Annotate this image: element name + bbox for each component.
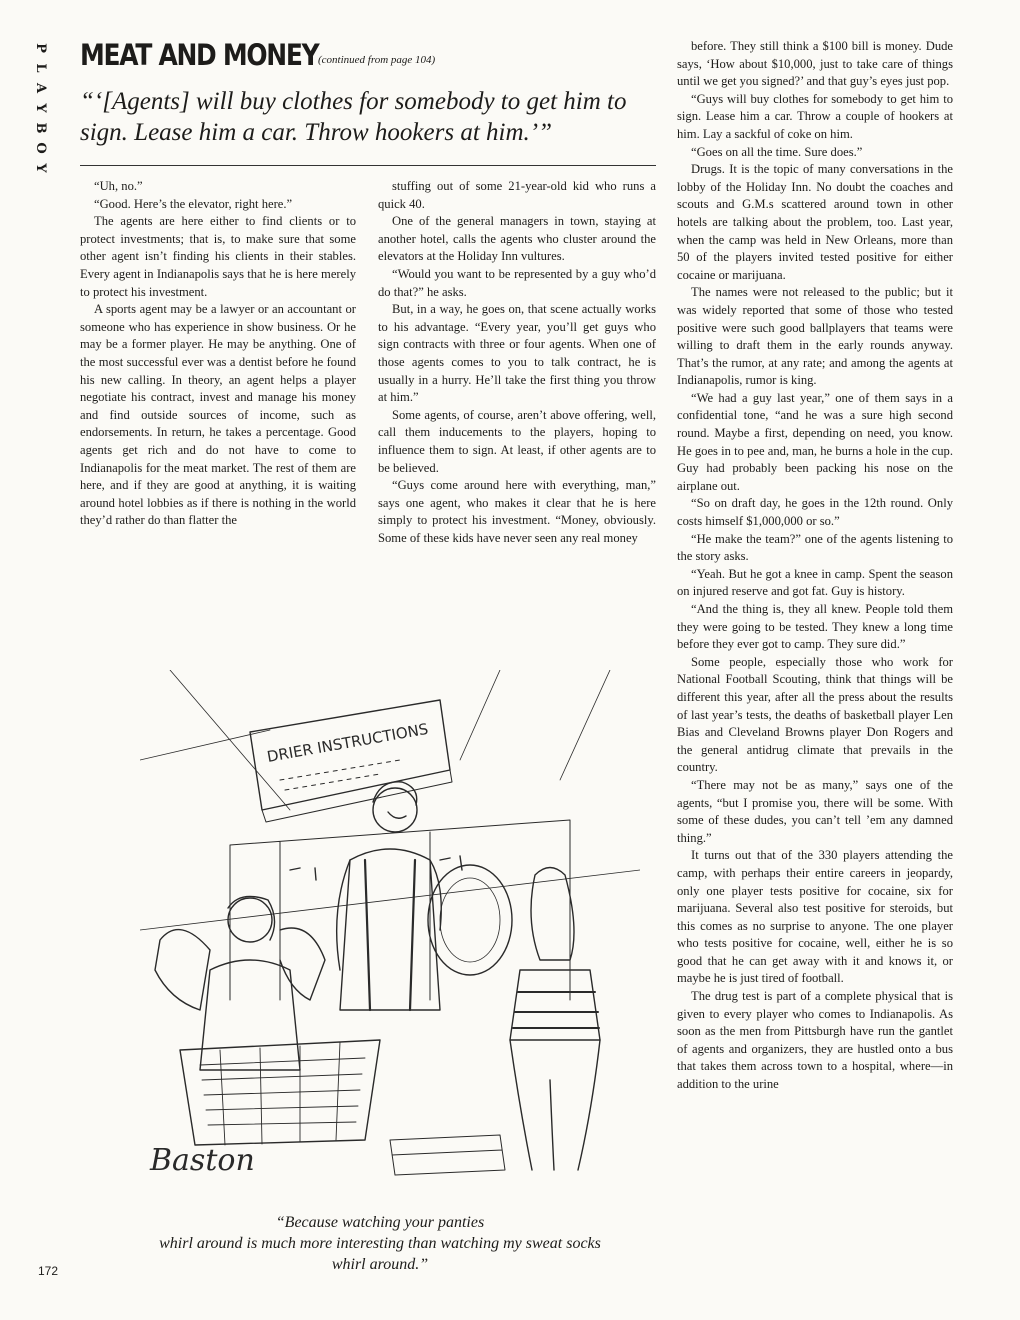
paragraph: “Guys will buy clothes for somebody to get him to sign. Lease him a car. Throw a couple of hookers at him. Lay a sackful of coke on him. <box>677 91 953 141</box>
continued-note: (continued from page 104) <box>318 54 436 66</box>
divider-rule <box>80 165 656 166</box>
logo-letter: P <box>33 43 48 53</box>
page-number: 172 <box>38 1264 59 1278</box>
paragraph: “We had a guy last year,” one of them says in a confidential tone, “and he was a sure high second round. Maybe a first, depending on need, you know. He goes in to pee and, man, he burns a hole in the cup. Guy had probably been packing his nose on the airplane out. <box>677 390 953 493</box>
paragraph: Drugs. It is the topic of many conversations in the lobby of the Holiday Inn. No doubt the coaches and scouts and G.M.s scattered around town in other hotels are talking about the problem, too. Last year, when the camp was held in New Orleans, more than 50 of the players invited tested positive for either cocaine or marijuana. <box>677 162 953 282</box>
paragraph: stuffing out of some 21-year-old kid who runs a quick 40. <box>378 179 656 211</box>
paragraph: It turns out that of the 330 players attending the camp, with perhaps their entire careers in jeopardy, only one player tests positive for cocaine, six for marijuana. Several also test positive for steroids, but this comes as no surprise to anyone. The one player who tests positive for cocaine, well, either he is so good that he can get away with it and knows it, or maybe he is just tired of football. <box>677 848 953 986</box>
paragraph: The names were not released to the public; but it was widely reported that some of those who tested positive were such good ballplayers that teams were willing to draft them in the early rounds anyway. That’s the rumor, at any rate; and among the agents at Indianapolis, rumor is king. <box>677 285 953 388</box>
paragraph: before. They still think a $100 bill is money. Dude says, ‘How about $10,000, just to take care of things until we get you signed?’ and that guy’s eyes just pop. <box>677 39 953 89</box>
paragraph: Some agents, of course, aren’t above offering, well, call them inducements to the players, hoping to influence them to sign. At least, if other agents are to be believed. <box>378 407 656 475</box>
paragraph: A sports agent may be a lawyer or an accountant or someone who has experience in show business. Or he may be a former player. He may be anything. One of the most successful ever was a dentist before he found his new calling. In theory, an agent helps a player negotiate his contract, invest and manage his money and find outside sources of income, such as endorsements. In return, he takes a percentage. Good agents get rich and do not have to come to Indianapolis for the meat market. The rest of them are here, and if they are good at anything, it is waiting around hotel lobbies as if there is nothing in the world they’d rather do than flatter the <box>80 302 356 528</box>
logo-letter: Y <box>33 103 48 113</box>
article-header <box>80 38 660 72</box>
artist-signature: Baston <box>150 1143 255 1178</box>
paragraph: One of the general managers in town, staying at another hotel, calls the agents who cluster around the elevators at the Holiday Inn vultures. <box>378 214 656 264</box>
paragraph: “Goes on all the time. Sure does.” <box>691 144 863 159</box>
pull-quote: “‘[Agents] will buy clothes for somebody to get him to sign. Lease him a car. Throw hookers at him.’” <box>80 88 627 146</box>
paragraph: “Good. Here’s the elevator, right here.” <box>94 196 293 211</box>
caption-line: whirl around is much more interesting than watching my sweat socks <box>159 1235 601 1252</box>
caption-line: “Because watching your panties <box>275 1214 485 1231</box>
magazine-vertical-logo <box>30 38 50 178</box>
text-column-1 <box>80 178 356 530</box>
cartoon-illustration <box>140 670 640 1190</box>
logo-letter: L <box>33 63 48 73</box>
logo-letter: A <box>33 82 48 94</box>
paragraph: The drug test is part of a complete physical that is given to every player who comes to Indianapolis. As soon as the men from Pittsburgh have run the gantlet of agents and organizers, they are hustled onto a bus that takes them across town to a hospital, where—in addition to the urine <box>677 989 953 1092</box>
paragraph: “Guys come around here with everything, man,” says one agent, who makes it clear that he is here simply to protect his investment. “Money, obviously. Some of these kids have never seen any real money <box>378 478 656 545</box>
paragraph: “There may not be as many,” says one of the agents, “but I promise you, there will be some. With some of these dudes, you can’t tell ’em any damned thing.” <box>677 777 953 845</box>
cartoon-caption <box>100 1212 660 1275</box>
paragraph: “And the thing is, they all knew. People told them they were going to be tested. They knew a long time before they ever got to camp. They sure did.” <box>677 602 953 652</box>
paragraph: “Yeah. But he got a knee in camp. Spent the season on injured reserve and got fat. Guy is history. <box>677 566 953 599</box>
paragraph: But, in a way, he goes on, that scene actually works to his advantage. “Every year, you’ll get guys who sign contracts with three or four agents. When one of those agents comes to you to talk contract, he is usually in a hurry. He’ll take the first thing you throw at him.” <box>378 302 656 405</box>
laundry-basket <box>180 1040 380 1145</box>
logo-letter: O <box>33 142 48 154</box>
woman-figure <box>510 868 600 1171</box>
paragraph: “Would you want to be represented by a guy who’d do that?” he asks. <box>378 266 656 299</box>
logo-letter: B <box>33 122 48 134</box>
paragraph: “So on draft day, he goes in the 12th round. Only costs himself $1,000,000 or so.” <box>677 496 953 529</box>
caption-line: whirl around.” <box>331 1256 429 1273</box>
article-title: MEAT AND MONEY <box>80 38 319 72</box>
text-column-2 <box>378 178 656 547</box>
paragraph: “He make the team?” one of the agents listening to the story asks. <box>677 531 953 564</box>
paragraph: The agents are here either to find clients or to protect investments; that is, to make sure that some other agent isn’t finding his clients in their stables. Every agent in Indianapolis says that he is here merely to protect his investment. <box>80 214 356 299</box>
drier-instructions-sign <box>250 700 452 822</box>
logo-letter: Y <box>33 163 48 173</box>
paragraph: Some people, especially those who work for National Football Scouting, think that things will be different this year, after all the press about the results of last year’s tests, the deaths of basketball player Len Bias and Cleveland Browns player Don Rogers and the general antidrug climate that prevails in the country. <box>677 654 953 775</box>
text-column-3 <box>677 38 953 1094</box>
svg-text:DRIER INSTRUCTIONS: DRIER INSTRUCTIONS <box>265 719 430 766</box>
paragraph: “Uh, no.” <box>94 179 143 193</box>
